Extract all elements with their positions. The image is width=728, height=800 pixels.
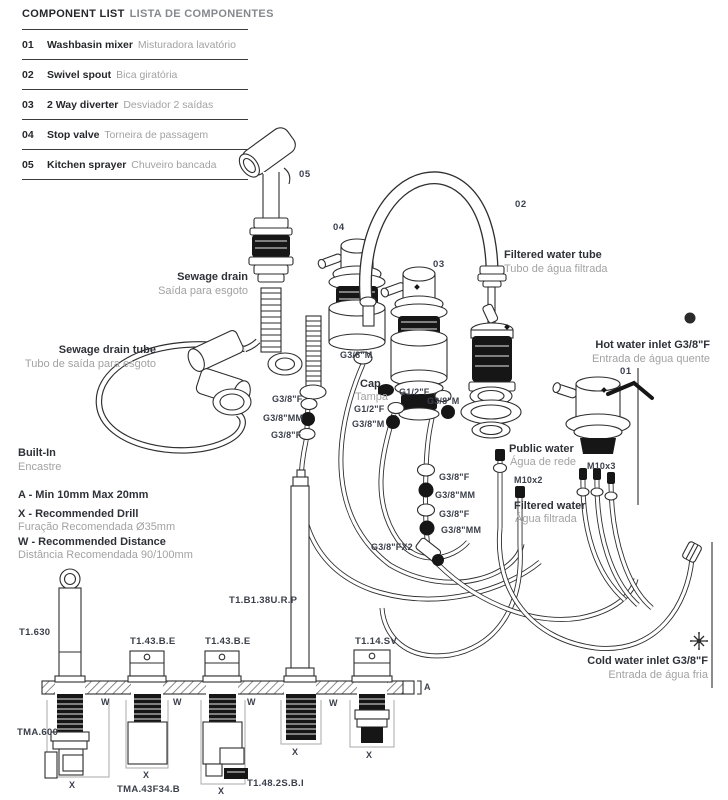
label-fit-m10x2: M10x2 (514, 475, 543, 485)
hot-water-icon (685, 313, 696, 324)
component-name-en: Stop valve (47, 128, 100, 141)
component-name-pt: Desviador 2 saídas (120, 98, 214, 111)
component-names (47, 39, 236, 51)
label-hot-water-inlet-pt: Entrada de água quente (591, 353, 710, 365)
label-code-tma600: TMA.600 (17, 727, 59, 738)
label-fit-g38mm-3: G3/8"MM (441, 525, 482, 535)
component-list (22, 8, 274, 180)
fixture-t143be-1 (126, 651, 168, 768)
label-cap-en: Cap (360, 378, 381, 390)
component-row-03 (22, 89, 248, 119)
component-name-en: 2 Way diverter (47, 98, 119, 111)
label-dim-w-4: W (329, 698, 338, 708)
label-fit-g12f-1: G1/2"F (399, 387, 430, 397)
component-name-pt: Chuveiro bancada (128, 158, 217, 171)
component-row-01 (22, 29, 248, 59)
label-dim-w-2: W (173, 697, 182, 707)
label-code-t1b138urp: T1.B1.38U.R.P (229, 595, 298, 606)
component-list-title (22, 8, 274, 20)
label-fit-g38f-3: G3/8"F (439, 472, 470, 482)
washbasin-mixer-drawing (552, 377, 652, 500)
component-name-en: Washbasin mixer (47, 38, 133, 51)
component-list-title-en: COMPONENT LIST (22, 8, 125, 20)
label-fit-g38mm-2: G3/8"MM (435, 490, 476, 500)
component-names (47, 159, 217, 171)
label-built-in-pt: Encastre (18, 461, 62, 473)
sewage-drain-drawing (261, 288, 302, 375)
label-public-water-pt: Água de rede (510, 456, 577, 468)
component-number: 03 (22, 98, 34, 111)
label-dim-x-3: X (218, 786, 225, 796)
label-dim-w-note-en: W - Recommended Distance (18, 536, 166, 548)
component-list-title-pt: LISTA DE COMPONENTES (129, 8, 274, 20)
label-filtered-water-tube-pt: Tubo de água filtrada (504, 263, 608, 275)
fixture-t114sv (350, 650, 394, 747)
label-fit-g12f-2: G1/2"F (354, 404, 385, 414)
label-sewage-drain-pt: Saída para esgoto (158, 285, 248, 297)
filter-cartridge-drawing (461, 303, 521, 438)
cold-water-icon (690, 632, 708, 650)
label-built-in-en: Built-In (18, 447, 56, 459)
label-sewage-drain-tube-pt: Tubo de saída para esgoto (24, 358, 156, 370)
label-dim-a-note: A - Min 10mm Max 20mm (18, 489, 149, 501)
label-sewage-drain-en: Sewage drain (177, 271, 248, 283)
label-code-t143be-1: T1.43.B.E (130, 636, 176, 647)
label-cold-water-inlet-en: Cold water inlet G3/8"F (587, 655, 708, 667)
label-fit-m10x3: M10x3 (587, 461, 616, 471)
label-fit-g38f-2: G3/8"F (271, 430, 302, 440)
label-code-t1482sbi: T1.48.2S.B.I (247, 778, 304, 789)
label-code-tma43f34b: TMA.43F34.B (117, 784, 180, 795)
label-fit-g38m-3: G3/8"M (352, 419, 385, 429)
label-sewage-drain-tube-en: Sewage drain tube (58, 344, 156, 356)
component-names (47, 69, 177, 81)
label-hot-water-inlet-en: Hot water inlet G3/8"F (595, 339, 710, 351)
label-fit-g38m-1: G3/8"M (340, 350, 373, 360)
label-filtered-water-tube-en: Filtered water tube (504, 249, 602, 261)
label-dim-x-1: X (69, 780, 76, 790)
component-name-en: Kitchen sprayer (47, 158, 127, 171)
component-names (47, 129, 208, 141)
label-num-01: 01 (620, 366, 632, 377)
component-row-02 (22, 59, 248, 89)
label-filtered-water-pt: Água filtrada (515, 513, 577, 525)
component-name-pt: Bica giratória (113, 68, 178, 81)
label-dim-x-2: X (143, 770, 150, 780)
label-dim-x-note-en: X - Recommended Drill (18, 508, 139, 520)
cold-hose-nut (682, 541, 703, 563)
label-dim-w-3: W (247, 697, 256, 707)
label-fit-g38f-4: G3/8"F (439, 509, 470, 519)
component-number: 04 (22, 128, 34, 141)
label-public-water-en: Public water (509, 443, 574, 455)
label-cap-pt: Tampa (355, 391, 389, 403)
label-num-04: 04 (333, 222, 345, 233)
label-code-t1630: T1.630 (19, 627, 51, 638)
component-number: 01 (22, 38, 34, 51)
label-fit-g38m-2: G3/8"M (427, 396, 460, 406)
fixture-t143be-2 (201, 651, 248, 784)
label-dim-x-note-pt: Furação Recomendada Ø35mm (18, 521, 176, 533)
fixture-t1630 (45, 569, 109, 778)
label-fit-g38f-1: G3/8"F (272, 394, 303, 404)
label-num-03: 03 (433, 259, 445, 270)
label-dim-w-note-pt: Distância Recomendada 90/100mm (18, 549, 193, 561)
component-number: 05 (22, 158, 34, 171)
component-row-04 (22, 119, 248, 149)
component-number: 02 (22, 68, 34, 81)
component-name-pt: Misturadora lavatório (134, 38, 236, 51)
label-cold-water-inlet-pt: Entrada de água fria (608, 669, 708, 681)
label-filtered-water-en: Filtered water (514, 500, 586, 512)
fixture-t1b138urp (281, 470, 321, 744)
component-row-05 (22, 149, 248, 179)
label-dim-a-1: A (424, 682, 431, 692)
label-fit-g38mm-1: G3/8"MM (263, 413, 304, 423)
component-names (47, 99, 213, 111)
label-code-t143be-2: T1.43.B.E (205, 636, 251, 647)
component-name-en: Swivel spout (47, 68, 112, 81)
label-num-05: 05 (299, 169, 311, 180)
component-list-rows (22, 29, 248, 180)
label-code-t114sv: T1.14.SV (355, 636, 398, 647)
label-dim-x-4: X (292, 747, 299, 757)
label-dim-w-1: W (101, 697, 110, 707)
label-dim-x-5: X (366, 750, 373, 760)
label-num-02: 02 (515, 199, 527, 210)
label-fit-g38fx2: G3/8"FX2 (371, 542, 413, 552)
component-name-pt: Torneira de passagem (101, 128, 209, 141)
